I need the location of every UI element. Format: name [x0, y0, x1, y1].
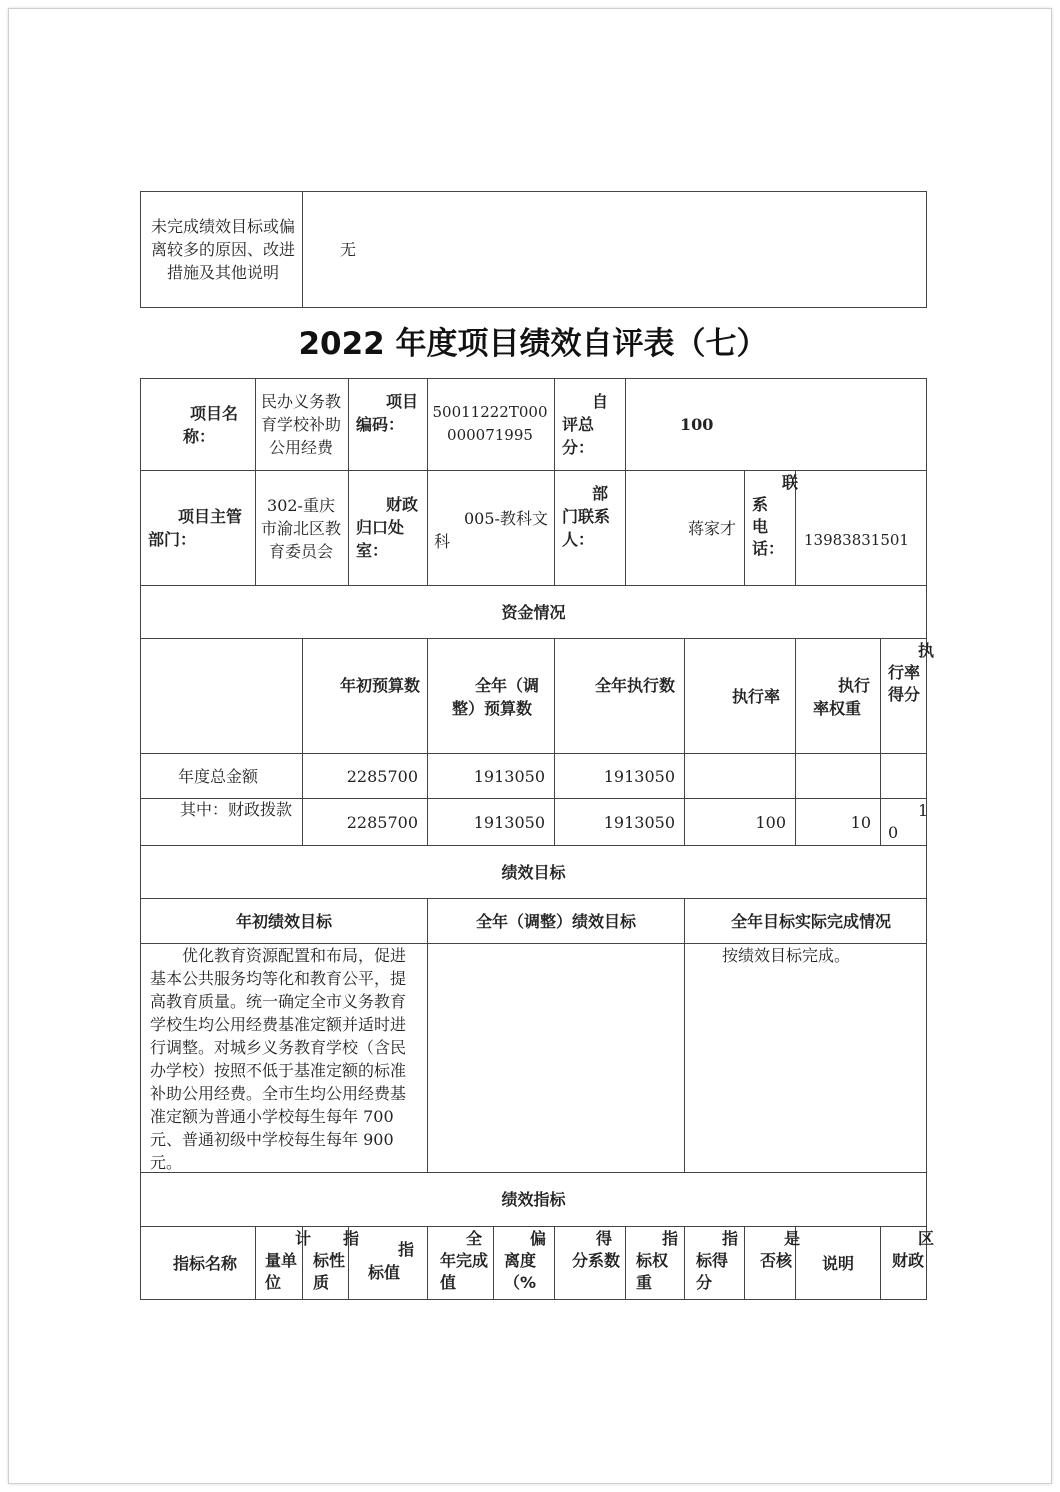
funds-section-title: 资金情况	[501, 602, 566, 622]
project-code-label: 项目编码：	[356, 392, 419, 434]
funds-header-adjusted: 全年（调整）预算数	[451, 676, 539, 718]
page-title: 2022 年度项目绩效自评表（七）	[298, 326, 768, 362]
indicator-header-district: 区财政	[892, 1229, 935, 1270]
indicator-header-weight: 指标权重	[636, 1229, 679, 1292]
indicator-header-unit: 计量单位	[265, 1229, 312, 1292]
funds-row2-rate: 100	[755, 812, 786, 832]
funds-row2-weight: 10	[850, 812, 871, 832]
indicator-header-completed: 全年完成值	[440, 1229, 489, 1292]
goals-actual-text: 按绩效目标完成。	[722, 946, 851, 965]
phone-value: 13983831501	[804, 530, 909, 549]
funds-header-weight: 执行率权重	[812, 676, 870, 718]
funds-row1-adjusted: 1913050	[473, 766, 545, 786]
funds-row1-budget: 2285700	[346, 766, 418, 786]
contact-value: 蒋家才	[687, 518, 736, 538]
indicator-header-nature: 指标性质	[313, 1229, 360, 1292]
funds-row2-budget: 2285700	[346, 812, 418, 832]
indicator-header-coefficient: 得分系数	[572, 1229, 621, 1270]
goals-adjusted-text	[434, 944, 678, 1172]
goals-initial-text: 优化教育资源配置和布局，促进基本公共服务均等化和教育公平，提高教育质量。统一确定全市义务教育学校生均公用经费基准定额并适时进行调整。对城乡义务教育学校（含民办学校）按照不低于基准定额的标准补助公用经费。全市生均公用经费基准定额为普通小学校每生每年 700 元、普通初级中学校每生每年 900 元。	[150, 946, 407, 1172]
funds-header-rate: 执行率	[731, 686, 780, 706]
dept-value: 302-重庆市渝北区教育委员会	[261, 495, 342, 561]
score-label: 自评总分：	[562, 392, 609, 457]
funds-row1-rate	[686, 764, 786, 788]
indicator-header-value: 指标值	[368, 1240, 415, 1282]
funds-row2-executed: 1913050	[603, 812, 675, 832]
score-value: 100	[680, 414, 714, 434]
funds-header-score: 执行率得分	[888, 641, 935, 704]
project-code-value: 50011222T000000071995	[432, 403, 548, 444]
dept-label: 项目主管部门：	[148, 507, 243, 549]
goals-header-adjusted: 全年（调整）绩效目标	[475, 911, 636, 931]
office-label: 财政归口处室：	[356, 495, 419, 560]
indicators-section-title: 绩效指标	[501, 1190, 566, 1209]
goals-header-initial: 年初绩效目标	[235, 911, 332, 931]
funds-header-budget: 年初预算数	[339, 676, 420, 695]
funds-row2-label: 其中：财政拨款	[180, 800, 293, 819]
indicator-header-score: 指标得分	[696, 1229, 739, 1292]
project-name-value: 民办义务教育学校补助公用经费	[261, 391, 342, 457]
indicator-header-name: 指标名称	[172, 1253, 237, 1273]
funds-row2-adjusted: 1913050	[473, 812, 545, 832]
contact-label: 部门联系人：	[562, 484, 611, 549]
indicator-header-note: 说明	[821, 1253, 854, 1273]
funds-row2-score: 10	[888, 801, 929, 842]
project-name-label: 项目名称：	[182, 404, 238, 446]
goals-section-title: 绩效目标	[501, 862, 566, 882]
funds-row1-score	[882, 764, 924, 788]
remarks-value: 无	[340, 239, 357, 259]
indicator-header-deviation: 偏离度（%	[504, 1229, 547, 1292]
funds-row1-executed: 1913050	[603, 766, 675, 786]
office-value: 005-教科文科	[434, 509, 548, 551]
funds-row1-label: 年度总金额	[178, 766, 259, 786]
remarks-label: 未完成绩效目标或偏离较多的原因、改进措施及其他说明	[150, 216, 295, 282]
goals-header-actual: 全年目标实际完成情况	[731, 911, 892, 931]
funds-row1-weight	[797, 764, 871, 788]
phone-label: 联系电话：	[752, 473, 799, 558]
indicator-header-check: 是否核	[760, 1229, 801, 1270]
funds-header-executed: 全年执行数	[594, 676, 675, 695]
